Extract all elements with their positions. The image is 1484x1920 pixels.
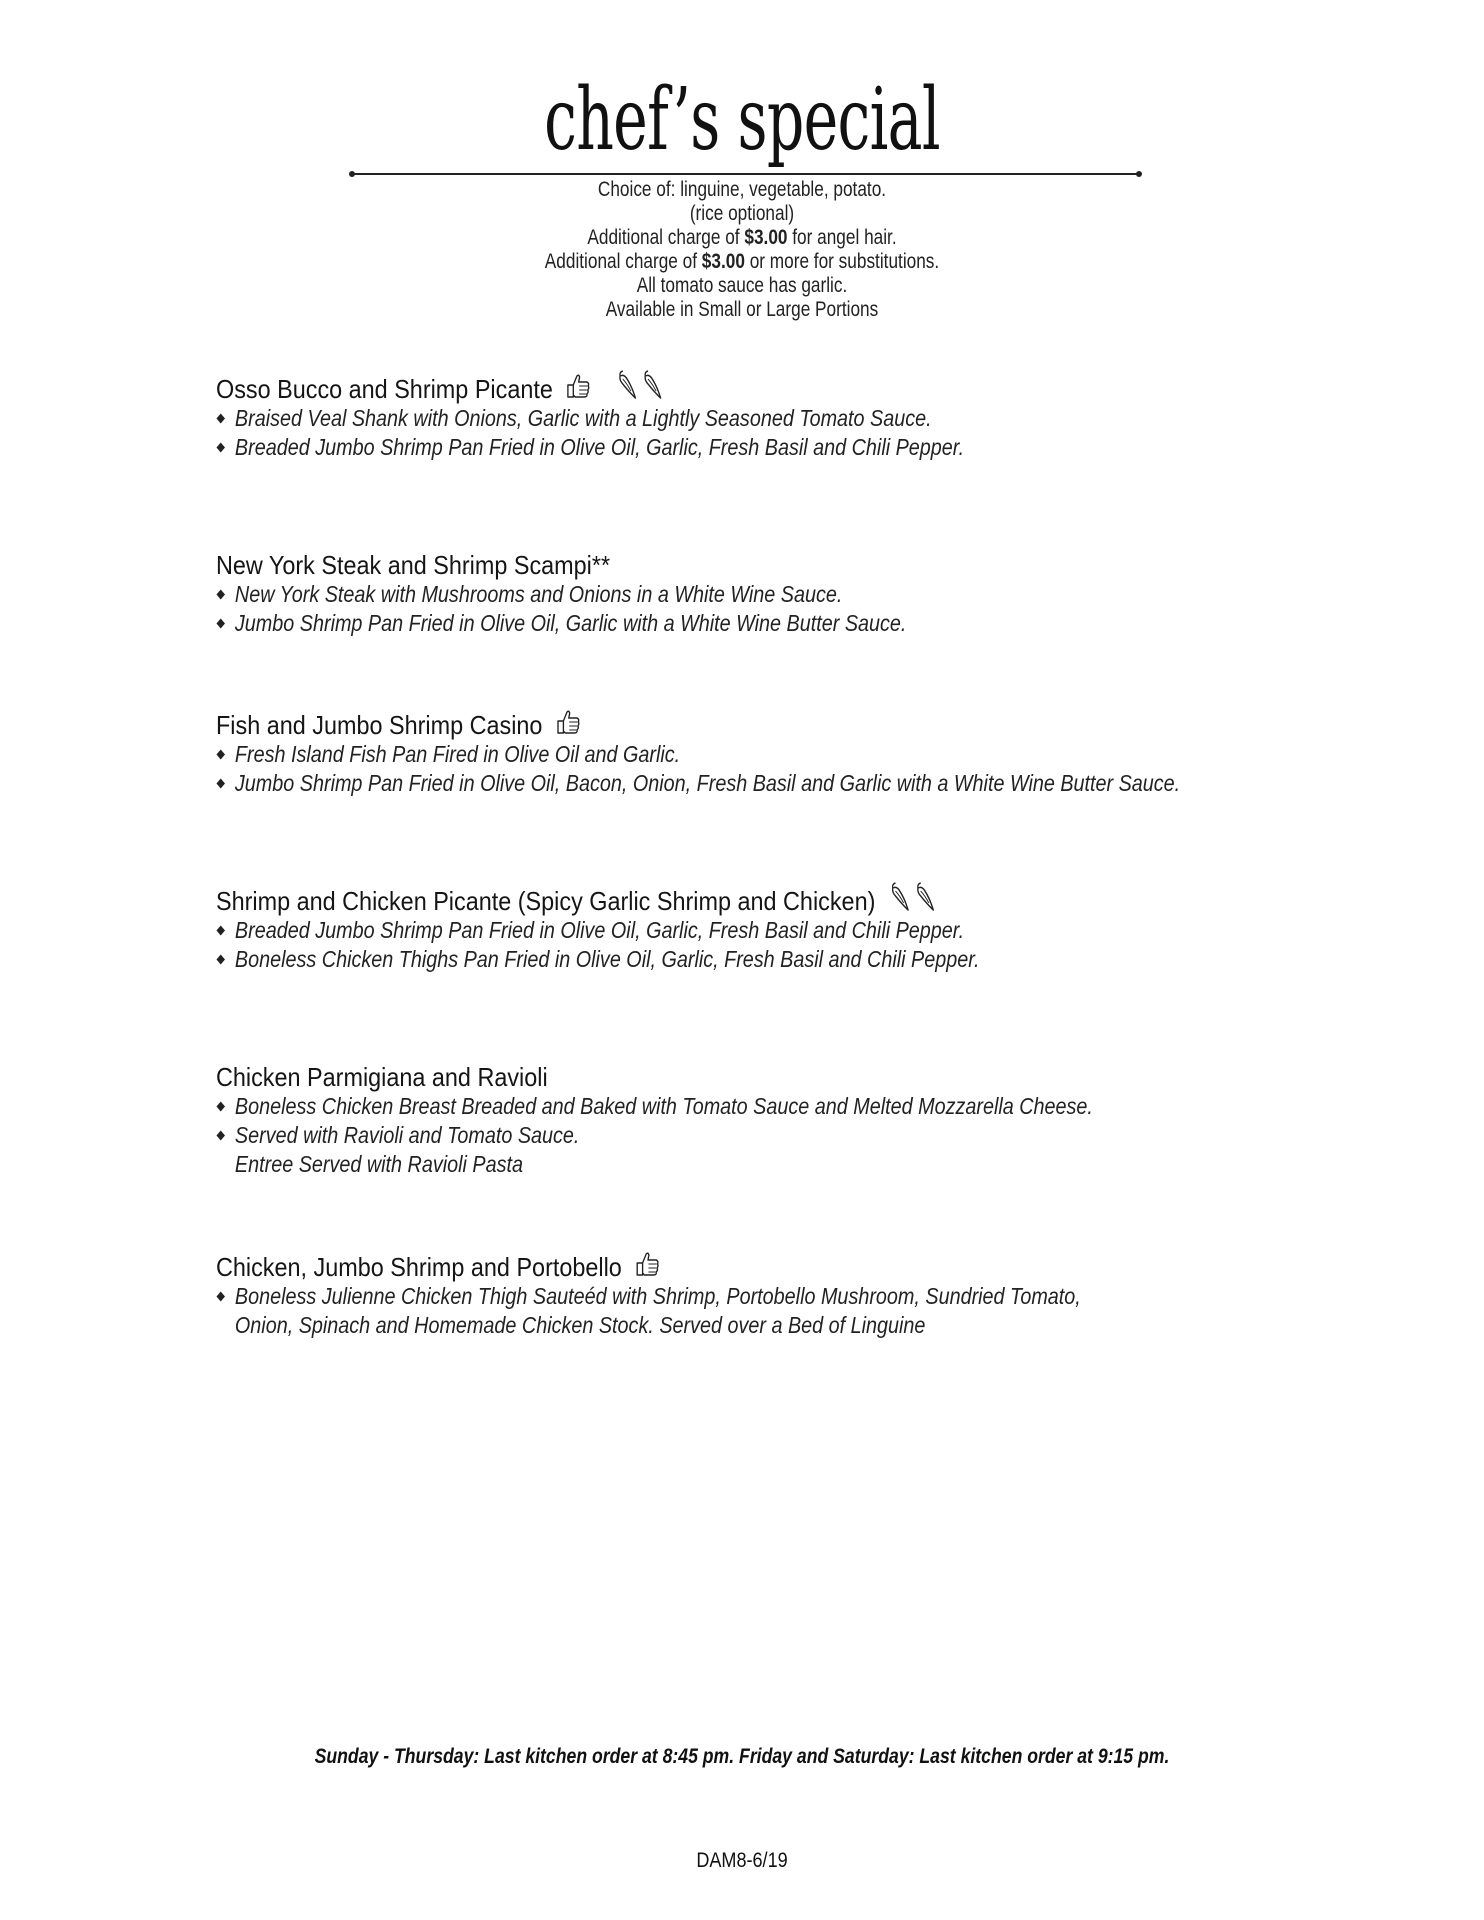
chili-pepper-icon bbox=[913, 882, 936, 920]
description-text: Breaded Jumbo Shrimp Pan Fried in Olive Oil, Garlic, Fresh Basil and Chili Pepper. bbox=[234, 917, 965, 943]
diamond-bullet-icon bbox=[216, 1102, 225, 1112]
menu-item bbox=[216, 550, 1376, 638]
menu-item-title: Chicken Parmigiana and Ravioli bbox=[216, 1062, 548, 1092]
diamond-bullet-icon bbox=[216, 1131, 225, 1141]
menu-item-name bbox=[216, 1062, 1260, 1092]
diamond-bullet-icon bbox=[216, 750, 225, 760]
menu-item-description bbox=[216, 1092, 1214, 1179]
description-line bbox=[216, 1150, 1214, 1179]
chili-pepper-icon bbox=[616, 370, 639, 408]
kitchen-hours: Sunday - Thursday: Last kitchen order at 8:45 pm. Friday and Saturday: Last kitchen order at 9:15 pm. bbox=[314, 1745, 1170, 1768]
note-line: Additional charge of $3.00 for angel hair. bbox=[587, 226, 897, 249]
menu-item-description bbox=[216, 916, 1214, 974]
thumbs-up-icon bbox=[555, 707, 582, 743]
description-text: Served with Ravioli and Tomato Sauce. bbox=[234, 1122, 580, 1148]
menu-item-name bbox=[216, 550, 1260, 580]
menu-item-name bbox=[216, 886, 1260, 916]
description-text: Jumbo Shrimp Pan Fried in Olive Oil, Bacon, Onion, Fresh Basil and Garlic with a White Wine Butter Sauce. bbox=[234, 770, 1181, 796]
menu-item-description bbox=[216, 1282, 1214, 1340]
thumbs-up-icon bbox=[634, 1249, 661, 1285]
chili-pepper-icon bbox=[641, 370, 664, 408]
note-line: Choice of: linguine, vegetable, potato. bbox=[597, 178, 887, 201]
menu-item bbox=[216, 1252, 1376, 1340]
diamond-bullet-icon bbox=[216, 590, 225, 600]
description-line bbox=[216, 1311, 1214, 1340]
menu-item-icons bbox=[565, 370, 664, 408]
description-text: Boneless Julienne Chicken Thigh Sauteéd with Shrimp, Portobello Mushroom, Sundried Tomato, bbox=[234, 1283, 1081, 1309]
note-line: (rice optional) bbox=[689, 202, 795, 225]
price-text: $3.00 bbox=[744, 226, 788, 249]
diamond-bullet-icon bbox=[216, 414, 225, 424]
description-line bbox=[216, 769, 1214, 798]
chili-pepper-icon bbox=[888, 882, 911, 920]
note-line: All tomato sauce has garlic. bbox=[636, 274, 848, 297]
description-line bbox=[216, 1121, 1214, 1150]
menu-item-icons bbox=[888, 882, 937, 920]
note-line: Additional charge of $3.00 or more for substitutions. bbox=[544, 250, 940, 273]
menu-item-name bbox=[216, 1252, 1260, 1282]
description-line bbox=[216, 740, 1214, 769]
diamond-bullet-icon bbox=[216, 779, 225, 789]
description-text: Entree Served with Ravioli Pasta bbox=[234, 1151, 523, 1177]
menu-item-title: Shrimp and Chicken Picante (Spicy Garlic Shrimp and Chicken) bbox=[216, 886, 876, 916]
price-text: $3.00 bbox=[701, 250, 745, 273]
menu-item bbox=[216, 886, 1376, 974]
menu-code: DAM8-6/19 bbox=[696, 1849, 788, 1872]
menu-item-description bbox=[216, 740, 1214, 798]
description-line bbox=[216, 404, 1214, 433]
menu-item-description bbox=[216, 404, 1214, 462]
diamond-bullet-icon bbox=[216, 443, 225, 453]
menu-item-name bbox=[216, 710, 1260, 740]
description-text: Boneless Chicken Thighs Pan Fried in Olive Oil, Garlic, Fresh Basil and Chili Pepper. bbox=[234, 946, 980, 972]
menu-item-name bbox=[216, 374, 1260, 404]
description-line bbox=[216, 433, 1214, 462]
diamond-bullet-icon bbox=[216, 1292, 225, 1302]
description-text: Fresh Island Fish Pan Fired in Olive Oil and Garlic. bbox=[234, 741, 681, 767]
description-line bbox=[216, 916, 1214, 945]
menu-item-icons bbox=[555, 707, 582, 743]
description-text: New York Steak with Mushrooms and Onions in a White Wine Sauce. bbox=[234, 581, 843, 607]
menu-item bbox=[216, 710, 1376, 798]
menu-item-icons bbox=[634, 1249, 661, 1285]
description-text: Braised Veal Shank with Onions, Garlic with a Lightly Seasoned Tomato Sauce. bbox=[234, 405, 932, 431]
description-text: Onion, Spinach and Homemade Chicken Stock. Served over a Bed of Linguine bbox=[234, 1312, 926, 1338]
menu-item-title: Osso Bucco and Shrimp Picante bbox=[216, 374, 553, 404]
menu-item-title: New York Steak and Shrimp Scampi** bbox=[216, 550, 611, 580]
description-text: Boneless Chicken Breast Breaded and Baked with Tomato Sauce and Melted Mozzarella Cheese. bbox=[234, 1093, 1093, 1119]
diamond-bullet-icon bbox=[216, 926, 225, 936]
diamond-bullet-icon bbox=[216, 955, 225, 965]
page-title: chef’s special bbox=[544, 70, 940, 170]
thumbs-up-icon bbox=[565, 371, 592, 407]
intro-notes bbox=[0, 178, 1484, 322]
description-line bbox=[216, 1092, 1214, 1121]
description-line bbox=[216, 1282, 1214, 1311]
menu-item bbox=[216, 374, 1376, 462]
description-line bbox=[216, 609, 1214, 638]
description-text: Jumbo Shrimp Pan Fried in Olive Oil, Garlic with a White Wine Butter Sauce. bbox=[234, 610, 907, 636]
diamond-bullet-icon bbox=[216, 619, 225, 629]
description-line bbox=[216, 945, 1214, 974]
description-line bbox=[216, 580, 1214, 609]
menu-item-title: Chicken, Jumbo Shrimp and Portobello bbox=[216, 1252, 622, 1282]
note-line: Available in Small or Large Portions bbox=[605, 298, 879, 321]
title-divider bbox=[352, 173, 1139, 175]
description-text: Breaded Jumbo Shrimp Pan Fried in Olive Oil, Garlic, Fresh Basil and Chili Pepper. bbox=[234, 434, 965, 460]
menu-item-description bbox=[216, 580, 1214, 638]
menu-item-title: Fish and Jumbo Shrimp Casino bbox=[216, 710, 543, 740]
menu-item bbox=[216, 1062, 1376, 1179]
